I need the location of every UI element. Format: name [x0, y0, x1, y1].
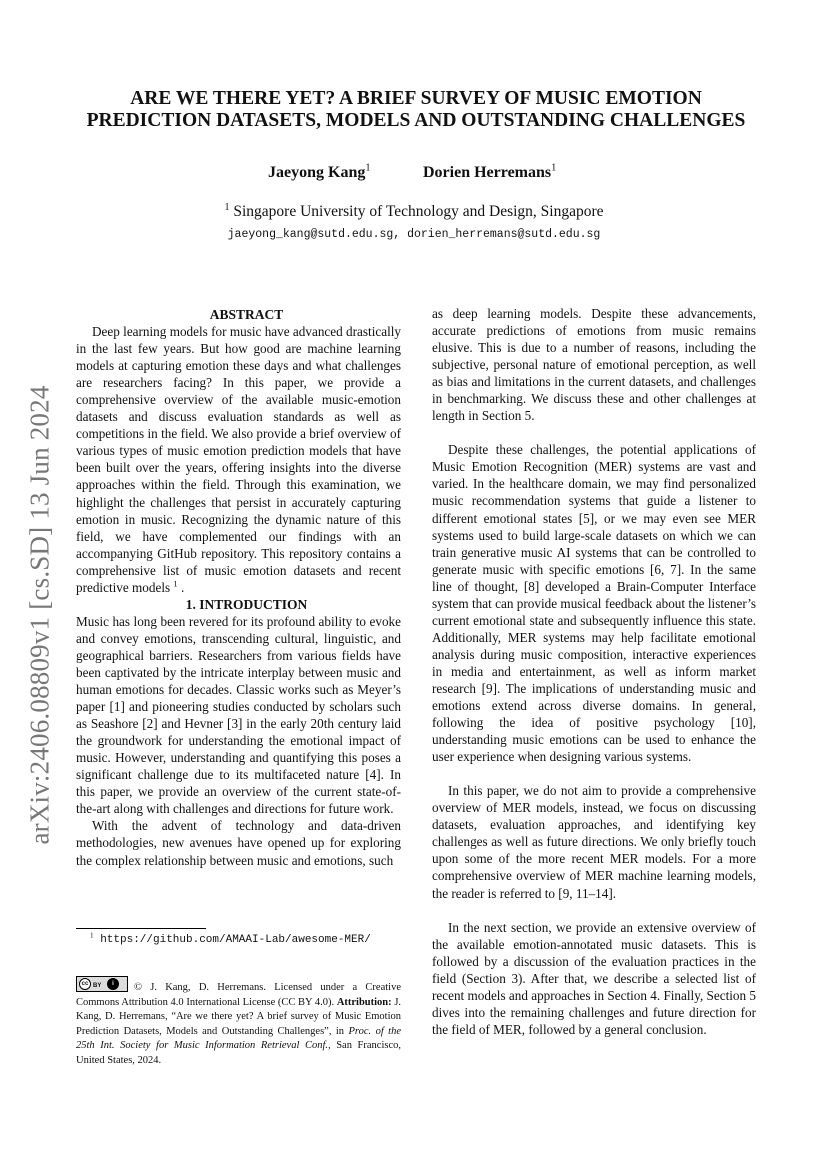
citation-location: San Francisco, United States, 2024.: [76, 1040, 402, 1066]
abstract-end: .: [181, 579, 185, 595]
arxiv-stamp-text: arXiv:2406.08809v1 [cs.SD] 13 Jun 2024: [24, 385, 55, 845]
affiliation: [0, 203, 828, 221]
author-2-name: Dorien Herremans: [423, 164, 552, 181]
attribution-label: Attribution:: [336, 996, 392, 1008]
arxiv-stamp: [20, 370, 60, 860]
intro-heading: 1. INTRODUCTION: [185, 596, 308, 612]
author-emails: jaeyong_kang@sutd.edu.sg, dorien_herremans@sutd.edu.sg: [227, 228, 601, 241]
footnote-mark: 1: [90, 931, 94, 940]
footnote: [90, 931, 371, 946]
right-column: [432, 305, 756, 1038]
author-2-affil-mark: 1: [551, 162, 557, 174]
abstract-text: [76, 323, 401, 596]
abstract-body: Deep learning models for music have advanced drastically in the last few years. But how good are machine learning models at capturing emotion these days and what challenges are researchers facing? In this paper, we provide a comprehensive overview of the available music-emotion datasets and discuss evaluation standards as well as competitions in the field. We also provide a brief overview of various types of music emotion prediction models that have been built over the years, offering insights into the diverse approaches within the field. Through this examination, we highlight the challenges that persist in accurately capturing emotion in music. Recognizing the dynamic nature of this field, we have complemented our findings with an accompanying GitHub repository. This repository contains a comprehensive list of music emotion datasets and recent predictive models: [76, 324, 401, 595]
title-line-2: PREDICTION DATASETS, MODELS AND OUTSTANDING CHALLENGES: [86, 110, 746, 131]
author-1: [268, 164, 371, 182]
author-1-affil-mark: 1: [365, 162, 371, 174]
license-block: [76, 976, 401, 1069]
affiliation-text: Singapore University of Technology and Design, Singapore: [233, 203, 604, 220]
abstract-footnote-mark[interactable]: 1: [173, 578, 178, 589]
title-line-1: ARE WE THERE YET? A BRIEF SURVEY OF MUSIC EMOTION: [130, 88, 702, 109]
citation-venue: Proc. of the 25th Int. Society for Music Information Retrieval Conf.,: [76, 1025, 402, 1052]
cc-by-badge-icon[interactable]: cc BY i: [76, 976, 128, 992]
abstract-heading: ABSTRACT: [209, 307, 284, 322]
intro-paragraph-3: Despite these challenges, the potential applications of Music Emotion Recognition (MER) systems are vast and varied. In the healthcare domain, we may find personalized music recommendation systems that guide a listener to different emotional states [5], or we may even see MER systems used to build large-scale datasets on which we can train generative music AI systems that can be controlled to generate music with specific emotions [6, 7]. In the same line of thought, [8] developed a Brain-Computer Interface system that can provide musical feedback about the listener’s current emotional state and subsequently influence this state. Additionally, MER systems may help facilitate emotional analysis during music composition, interactive experiences in media and entertainment, as well as inform market research [9]. The implications of understanding music and emotions extend across diverse domains. In general, following the idea of positive psychology [10], understanding music emotions can be used to enhance the user experience when designing various systems.: [432, 442, 756, 765]
intro-paragraph-1: Music has long been revered for its profound ability to evoke and convey emotions, transcending cultural, linguistic, and geographical barriers. Researchers from various fields have been captivated by the intricate interplay between music and human emotions for decades. Classic works such as Meyer’s paper [1] and pioneering studies conducted by scholars such as Seashore [2] and Hevner [3] in the early 20th century laid the groundwork for understanding the emotional impact of music. However, understanding and quantifying this poses a significant challenge due to its multifaceted nature [4]. In this paper, we provide an overview of the current state-of-the-art along with challenges and directions for future work.: [76, 613, 401, 817]
intro-paragraph-2-cont: as deep learning models. Despite these advancements, accurate predictions of emotions from music remains elusive. This is due to a number of reasons, including the subjective, personal nature of emotional perception, as well as bias and limitations in the current datasets, and challenges in benchmarking. We discuss these and other challenges at length in Section 5.: [432, 306, 756, 424]
author-1-name: Jaeyong Kang: [268, 164, 366, 181]
intro-paragraph-2: With the advent of technology and data-driven methodologies, new avenues have opened up for exploring the complex relationship between music and emotions, such: [76, 818, 401, 868]
footnote-rule: [76, 928, 206, 929]
citation-text: J. Kang, D. Herremans, “Are we there yet? A brief survey of Music Emotion Prediction Datasets, Models and Outstanding Challenges”, in: [76, 996, 402, 1037]
cc-badge-by: BY: [93, 983, 102, 989]
intro-paragraph-5: In the next section, we provide an extensive overview of the available emotion-annotated music datasets. This is followed by a discussion of the evaluation practices in the field (Section 3). After that, we describe a selected list of recent models and approaches in Section 4. Finally, Section 5 dives into the remaining challenges and future direction for the field of MER, followed by a general conclusion.: [432, 919, 756, 1037]
affiliation-mark: 1: [224, 201, 230, 213]
left-column: [76, 306, 401, 869]
author-2: [423, 164, 556, 182]
intro-paragraph-4: In this paper, we do not aim to provide a comprehensive overview of MER models, instead, we focus on discussing datasets, evaluation approaches, and identifying key challenges as well as future directions. We only briefly touch upon some of the more recent MER models. For a more comprehensive overview of MER machine learning models, the reader is referred to [9, 11–14].: [432, 783, 756, 901]
paper-title: [60, 88, 772, 132]
footnote-url[interactable]: https://github.com/AMAAI-Lab/awesome-MER/: [100, 934, 371, 946]
license-text: © J. Kang, D. Herremans. Licensed under a Creative Commons Attribution 4.0 International License (CC BY 4.0).: [76, 982, 401, 1008]
